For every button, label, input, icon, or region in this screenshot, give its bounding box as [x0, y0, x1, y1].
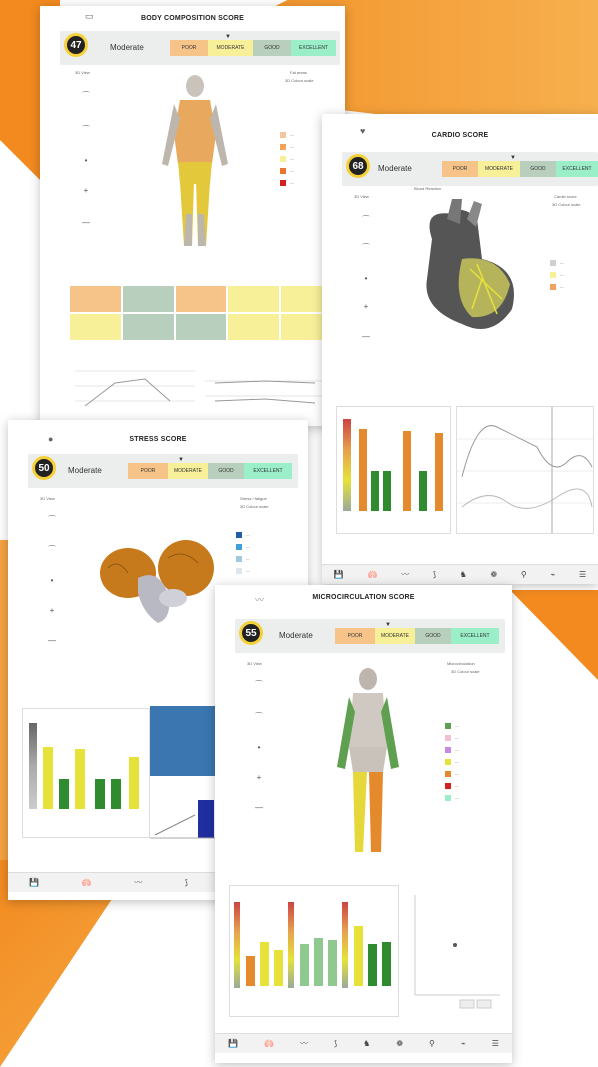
- save-icon[interactable]: 💾: [29, 878, 40, 887]
- segment-moderate: MODERATE: [375, 628, 415, 644]
- lungs-icon[interactable]: 🫁: [263, 1039, 274, 1048]
- wave-icon[interactable]: 〰: [401, 570, 410, 579]
- segment-moderate: MODERATE: [208, 40, 253, 56]
- score-marker-icon: ▼: [510, 155, 516, 161]
- figure-icon[interactable]: ♞: [363, 1039, 371, 1048]
- chart-bar: [300, 944, 309, 986]
- metric-cell[interactable]: [123, 314, 174, 340]
- metric-cell[interactable]: [70, 314, 121, 340]
- right-label: Stress / fatigue: [240, 496, 267, 501]
- chart-bar: [371, 471, 379, 511]
- chart-bar: [383, 471, 391, 511]
- bottom-nav: [322, 564, 598, 584]
- stomach-icon[interactable]: ⟆: [184, 878, 188, 887]
- lungs-icon[interactable]: 🫁: [367, 570, 378, 579]
- metric-cell[interactable]: [228, 314, 279, 340]
- brain-3d-model[interactable]: [98, 538, 218, 628]
- legend-item: —: [236, 556, 250, 562]
- metric-cell[interactable]: [228, 286, 279, 312]
- chart-bar: [403, 431, 411, 511]
- body-3d-model[interactable]: [323, 667, 413, 857]
- score-value: 47: [64, 33, 88, 57]
- micro-bar-chart: [229, 885, 399, 1017]
- zoom-out-control[interactable]: —: [82, 218, 90, 227]
- lungs-icon[interactable]: 🫁: [81, 878, 92, 887]
- chart-bar: [328, 940, 337, 986]
- legend-item: —: [550, 260, 564, 266]
- metrics-grid: [70, 286, 332, 340]
- right-label: Fat areas: [290, 70, 307, 75]
- view-label: 3D View: [247, 661, 262, 666]
- score-marker-icon: ▼: [225, 34, 231, 40]
- metric-cell[interactable]: [123, 286, 174, 312]
- trend-chart-left: [75, 361, 195, 421]
- view-label: 3D View: [40, 496, 55, 501]
- view-label: 3D View: [75, 70, 90, 75]
- chart-bar: [246, 956, 255, 986]
- legend-item: —: [445, 771, 459, 777]
- vessel-icon[interactable]: 〰: [255, 595, 265, 605]
- score-bar: [28, 454, 298, 488]
- cardio-card: [322, 114, 598, 584]
- legend-item: —: [445, 747, 459, 753]
- chart-bar: [129, 757, 139, 809]
- stomach-icon[interactable]: ⟆: [333, 1039, 338, 1048]
- chart-bar: [419, 471, 427, 511]
- segment-excellent: EXCELLENT: [291, 40, 336, 56]
- right-sublabel: 3D Colour scale: [451, 669, 480, 674]
- rotate-right-control[interactable]: ⌒: [48, 545, 56, 554]
- cardio-wave-chart: [456, 406, 594, 534]
- trend-chart-right: [205, 361, 335, 421]
- zoom-in-control[interactable]: +: [49, 606, 55, 615]
- rotate-left-control[interactable]: ⌒: [48, 515, 56, 524]
- legend-item: —: [280, 144, 294, 150]
- chart-bar: [43, 747, 53, 809]
- score-value: 50: [32, 456, 56, 480]
- body-3d-model[interactable]: [150, 74, 240, 249]
- score-rating: Moderate: [378, 164, 412, 173]
- chart-bar: [75, 749, 85, 809]
- segment-excellent: EXCELLENT: [556, 161, 598, 177]
- card-title: BODY COMPOSITION SCORE: [140, 15, 245, 22]
- right-label: Microcirculation: [447, 661, 475, 666]
- score-rating: Moderate: [68, 466, 102, 475]
- legend-item: —: [236, 544, 250, 550]
- right-sublabel: 3D Colour scale: [285, 78, 314, 83]
- menu-icon[interactable]: ☰: [491, 1039, 499, 1048]
- metric-cell[interactable]: [176, 286, 227, 312]
- score-bar: [60, 31, 340, 65]
- wave-icon[interactable]: 〰: [134, 878, 143, 887]
- rotate-left-control[interactable]: ⌒: [255, 680, 263, 689]
- rotate-left-control[interactable]: ⌒: [82, 91, 90, 100]
- card-title: CARDIO SCORE: [431, 132, 489, 139]
- legend-item: —: [280, 168, 294, 174]
- chart-bar: [354, 926, 363, 986]
- legend-item: —: [236, 532, 250, 538]
- segment-excellent: EXCELLENT: [244, 463, 292, 479]
- body-composition-card: [40, 6, 345, 426]
- right-sublabel: 3D Colour scale: [552, 202, 581, 207]
- legend-item: —: [445, 795, 459, 801]
- zoom-out-control[interactable]: —: [362, 332, 370, 341]
- score-value: 68: [346, 154, 370, 178]
- figure-icon[interactable]: ♞: [459, 570, 467, 579]
- wave-icon[interactable]: 〰: [299, 1039, 308, 1048]
- bg-stripe-right: [510, 590, 598, 680]
- legend-item: —: [280, 156, 294, 162]
- segment-poor: POOR: [128, 463, 168, 479]
- pulse-icon[interactable]: ⌁: [550, 570, 556, 579]
- center-control[interactable]: •: [50, 576, 54, 585]
- heart-3d-model[interactable]: [402, 199, 532, 339]
- right-label: Cardio score: [554, 194, 577, 199]
- legend-item: —: [550, 284, 564, 290]
- view-label: 3D View: [354, 194, 369, 199]
- chart-bar: [435, 433, 443, 511]
- metric-cell[interactable]: [176, 314, 227, 340]
- brain-icon[interactable]: ●: [48, 434, 54, 444]
- segment-good: GOOD: [520, 161, 556, 177]
- cell-icon[interactable]: ❁: [396, 1039, 404, 1048]
- zoom-in-control[interactable]: +: [256, 773, 262, 782]
- legend-item: —: [550, 272, 564, 278]
- chart-bar: [260, 942, 269, 986]
- stomach-icon[interactable]: ⟆: [432, 570, 436, 579]
- legend-item: —: [280, 132, 294, 138]
- segment-moderate: MODERATE: [168, 463, 208, 479]
- center-control[interactable]: •: [364, 274, 368, 283]
- segment-poor: POOR: [442, 161, 478, 177]
- search-icon[interactable]: ⚲: [429, 1039, 435, 1048]
- chart-bar: [59, 779, 69, 809]
- score-rating: Moderate: [110, 43, 144, 52]
- rotate-right-control[interactable]: ⌒: [255, 712, 263, 721]
- rotate-right-control[interactable]: ⌒: [362, 243, 370, 252]
- menu-icon[interactable]: ☰: [578, 570, 587, 579]
- score-marker-icon: ▼: [385, 622, 391, 628]
- score-marker-icon: ▼: [178, 457, 184, 463]
- save-icon[interactable]: 💾: [333, 570, 344, 579]
- legend-item: —: [445, 759, 459, 765]
- score-rating: Moderate: [279, 631, 313, 640]
- chart-bar: [368, 944, 377, 986]
- center-control[interactable]: •: [84, 156, 88, 165]
- chart-bar: [274, 950, 283, 986]
- chart-bar: [314, 938, 323, 986]
- zoom-out-control[interactable]: —: [48, 636, 56, 645]
- right-sublabel: 3D Colour scale: [240, 504, 269, 509]
- zoom-in-control[interactable]: +: [83, 186, 89, 195]
- score-bar: [342, 152, 598, 186]
- chart-bar: [95, 779, 105, 809]
- save-icon[interactable]: 💾: [228, 1039, 238, 1048]
- pulse-icon[interactable]: ⌁: [460, 1039, 466, 1048]
- legend-item: —: [280, 180, 294, 186]
- micro-scatter-chart: [405, 885, 505, 1017]
- metric-cell[interactable]: [70, 286, 121, 312]
- segment-poor: POOR: [170, 40, 208, 56]
- bottom-nav: [215, 1033, 512, 1053]
- rotate-left-control[interactable]: ⌒: [362, 215, 370, 224]
- legend-item: —: [445, 783, 459, 789]
- stress-mini-chart: [150, 780, 220, 840]
- microcirculation-card: [215, 585, 512, 1063]
- stress-bar-chart: [22, 708, 150, 838]
- segment-good: GOOD: [415, 628, 451, 644]
- search-icon[interactable]: ⚲: [520, 570, 527, 579]
- card-title: STRESS SCORE: [129, 436, 187, 443]
- zoom-in-control[interactable]: +: [363, 302, 369, 311]
- rotate-right-control[interactable]: ⌒: [82, 125, 90, 134]
- top-label: Blood Reaction: [414, 186, 442, 191]
- chart-bar: [359, 429, 367, 511]
- zoom-out-control[interactable]: —: [255, 803, 263, 812]
- score-value: 55: [239, 621, 263, 645]
- legend-item: —: [445, 735, 459, 741]
- heart-icon[interactable]: ♥: [360, 126, 366, 136]
- segment-poor: POOR: [335, 628, 375, 644]
- stress-table-panel: [150, 706, 218, 776]
- legend-item: —: [445, 723, 459, 729]
- score-bar: [235, 619, 505, 653]
- screen-icon[interactable]: ▭: [85, 11, 94, 21]
- cardio-bar-chart: [336, 406, 451, 534]
- card-title: MICROCIRCULATION SCORE: [312, 594, 415, 601]
- chart-bar: [111, 779, 121, 809]
- segment-excellent: EXCELLENT: [451, 628, 499, 644]
- center-control[interactable]: •: [257, 743, 261, 752]
- cell-icon[interactable]: ❁: [490, 570, 498, 579]
- segment-good: GOOD: [253, 40, 291, 56]
- segment-moderate: MODERATE: [478, 161, 520, 177]
- legend-item: —: [236, 568, 250, 574]
- chart-bar: [382, 942, 391, 986]
- segment-good: GOOD: [208, 463, 244, 479]
